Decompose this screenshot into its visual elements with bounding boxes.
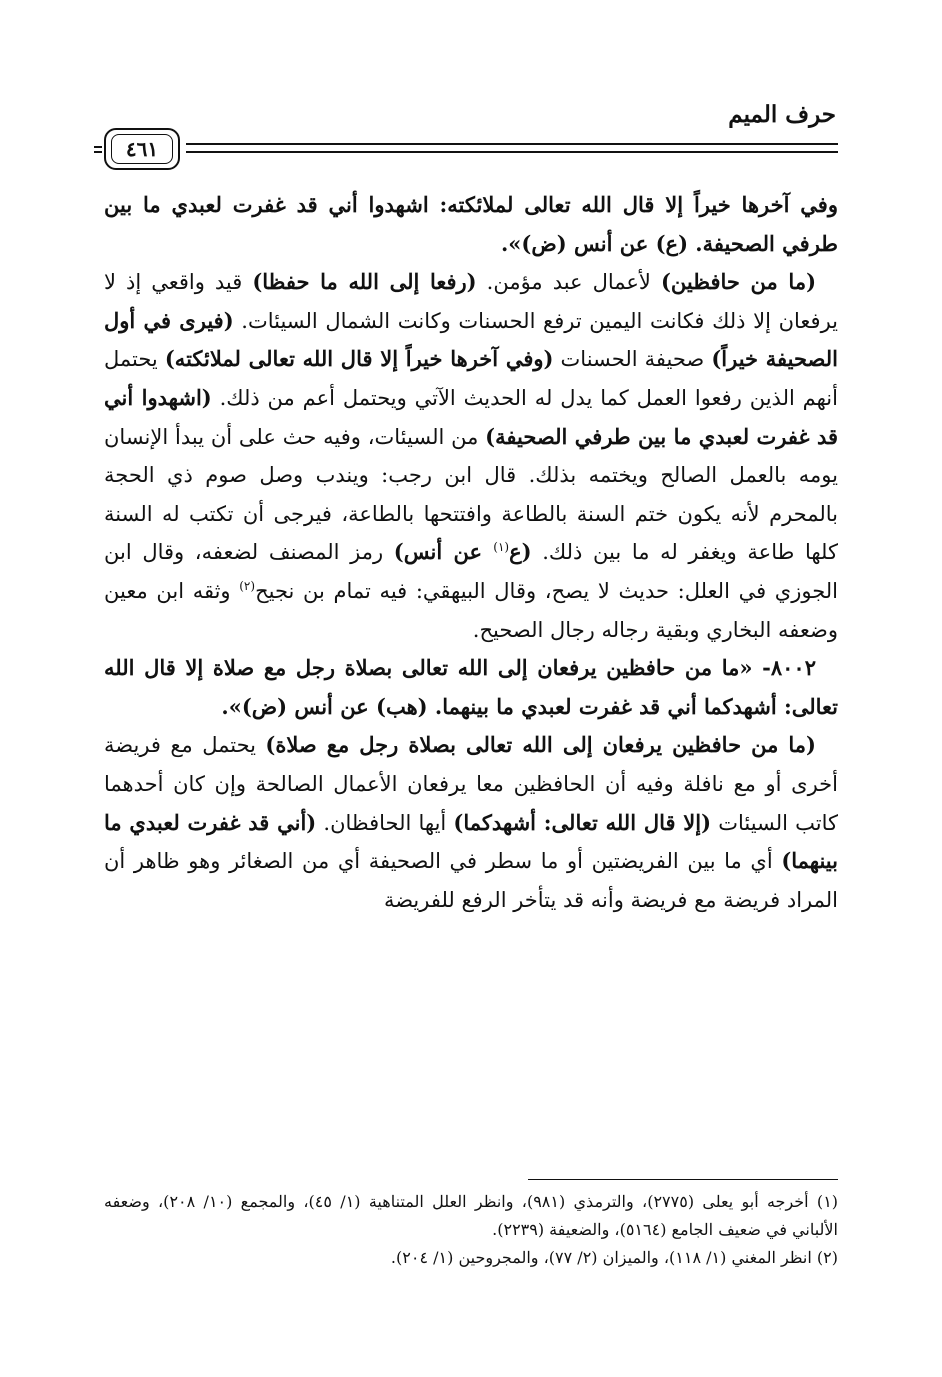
quoted-phrase: (إلا قال الله تعالى: أشهدكما) [453,809,712,835]
commentary-text: لأعمال عبد مؤمن. [476,270,661,295]
paragraph-hadith-8002: ٨٠٠٢- «ما من حافظين يرفعان إلى الله تعالى بصلاة رجل مع صلاة إلا قال الله تعالى: أشهدكما أني قد غفرت لعبدي ما بينهما. (هب) عن أنس (ض)». [104,655,838,719]
main-text [104,186,838,919]
commentary-text: أيها الحافظان. [316,810,454,835]
commentary-text: يحتمل مع فريضة أخرى أو مع نافلة وفيه أن الحافظين معا يرفعان الأعمال الصالحة وإن كان أحدهما كاتب السيئات [104,733,839,835]
footnote-1: (١) أخرجه أبو يعلى (٢٧٧٥)، والترمذي (٩٨١)، وانظر العلل المتناهية (١/ ٤٥)، والمجمع (١٠/ ٢٠٨)، وضعفه الألباني في ضعيف الجامع (٥١٦٤)، والضعيفة (٢٢٣٩). [104,1192,839,1239]
header-rule-top [186,143,838,145]
page-number-dash-bottom [94,151,102,153]
quoted-phrase: عن أنس) [393,539,494,565]
quoted-phrase: (وفي آخرها خيراً إلا قال الله تعالى لملائكته) [164,346,554,372]
quoted-phrase: (اشهدوا أني قد غفرت لعبدي ما بين طرفي الصحيفة) [104,384,839,449]
commentary-text: قيد واقعي إذ لا يرفعان إلا ذلك فكانت اليمين ترفع الحسنات وكانت الشمال السيئات. [104,270,839,333]
commentary-text: أي ما بين الفريضتين أو ما سطر في الصحيفة أي من الصغائر وهو ظاهر أن المراد فريضة مع فريضة وأنه قد يتأخر الرفع للفريضة [104,849,838,912]
quoted-phrase: (رفعا إلى الله ما حفظا) [252,269,477,295]
commentary-text: وثقه ابن معين وضعفه البخاري وبقية رجاله رجال الصحيح. [104,578,838,642]
footnotes [104,1188,838,1272]
running-title: حرف الميم [728,101,836,128]
page-number-frame [104,128,180,170]
footnote-separator [528,1179,838,1180]
quoted-phrase: (ما من حافظين يرفعان إلى الله تعالى بصلاة رجل مع صلاة) [265,732,816,758]
quoted-phrase: (أني قد غفرت لعبدي ما بينهما) [104,809,838,874]
commentary-text: من السيئات، وفيه حث على أن يبدأ الإنسان يومه بالعمل الصالح ويختمه بذلك. قال ابن رجب: ويندب وصل صوم ذي الحجة بالمحرم لأنه يكون ختم السنة بالطاعة وافتتحها بالطاعة، فيرجى أن تكتب له السنة كلها طاعة ويغفر له ما بين ذلك. [104,424,838,565]
paragraph-hadith-8001-end: وفي آخرها خيراً إلا قال الله تعالى لملائكته: اشهدوا أني قد غفرت لعبدي ما بين طرفي الصحيفة. (ع) عن أنس (ض)». [104,192,838,256]
footnote-ref-2[interactable]: (٢) [239,578,256,593]
footnote-2: (٢) انظر المغني (١/ ١١٨)، والميزان (٢/ ٧٧)، والمجروحين (١/ ٢٠٤). [390,1248,838,1267]
commentary-text: صحيفة الحسنات [553,347,712,372]
page-number: ٤٦١ [111,134,173,164]
commentary-text: يحتمل أنهم الذين رفعوا العمل كما يدل له الحديث الآتي ويحتمل أعم من ذلك. [104,347,838,410]
paragraph-commentary-8002 [104,726,838,919]
commentary-text: رمز المصنف لضعفه، وقال ابن الجوزي في العلل: حديث لا يصح، وقال البيهقي: فيه تمام بن نجيح [104,540,838,603]
header-rule-bottom [186,151,838,153]
quoted-phrase: (ع [509,539,532,565]
quoted-phrase: (فيرى في أول الصحيفة خيراً) [104,307,838,372]
paragraph-commentary-8001 [104,263,838,649]
quoted-phrase: (ما من حافظين) [660,269,817,295]
page-number-dash-top [94,146,102,148]
footnote-ref-1[interactable]: (١) [493,540,510,555]
